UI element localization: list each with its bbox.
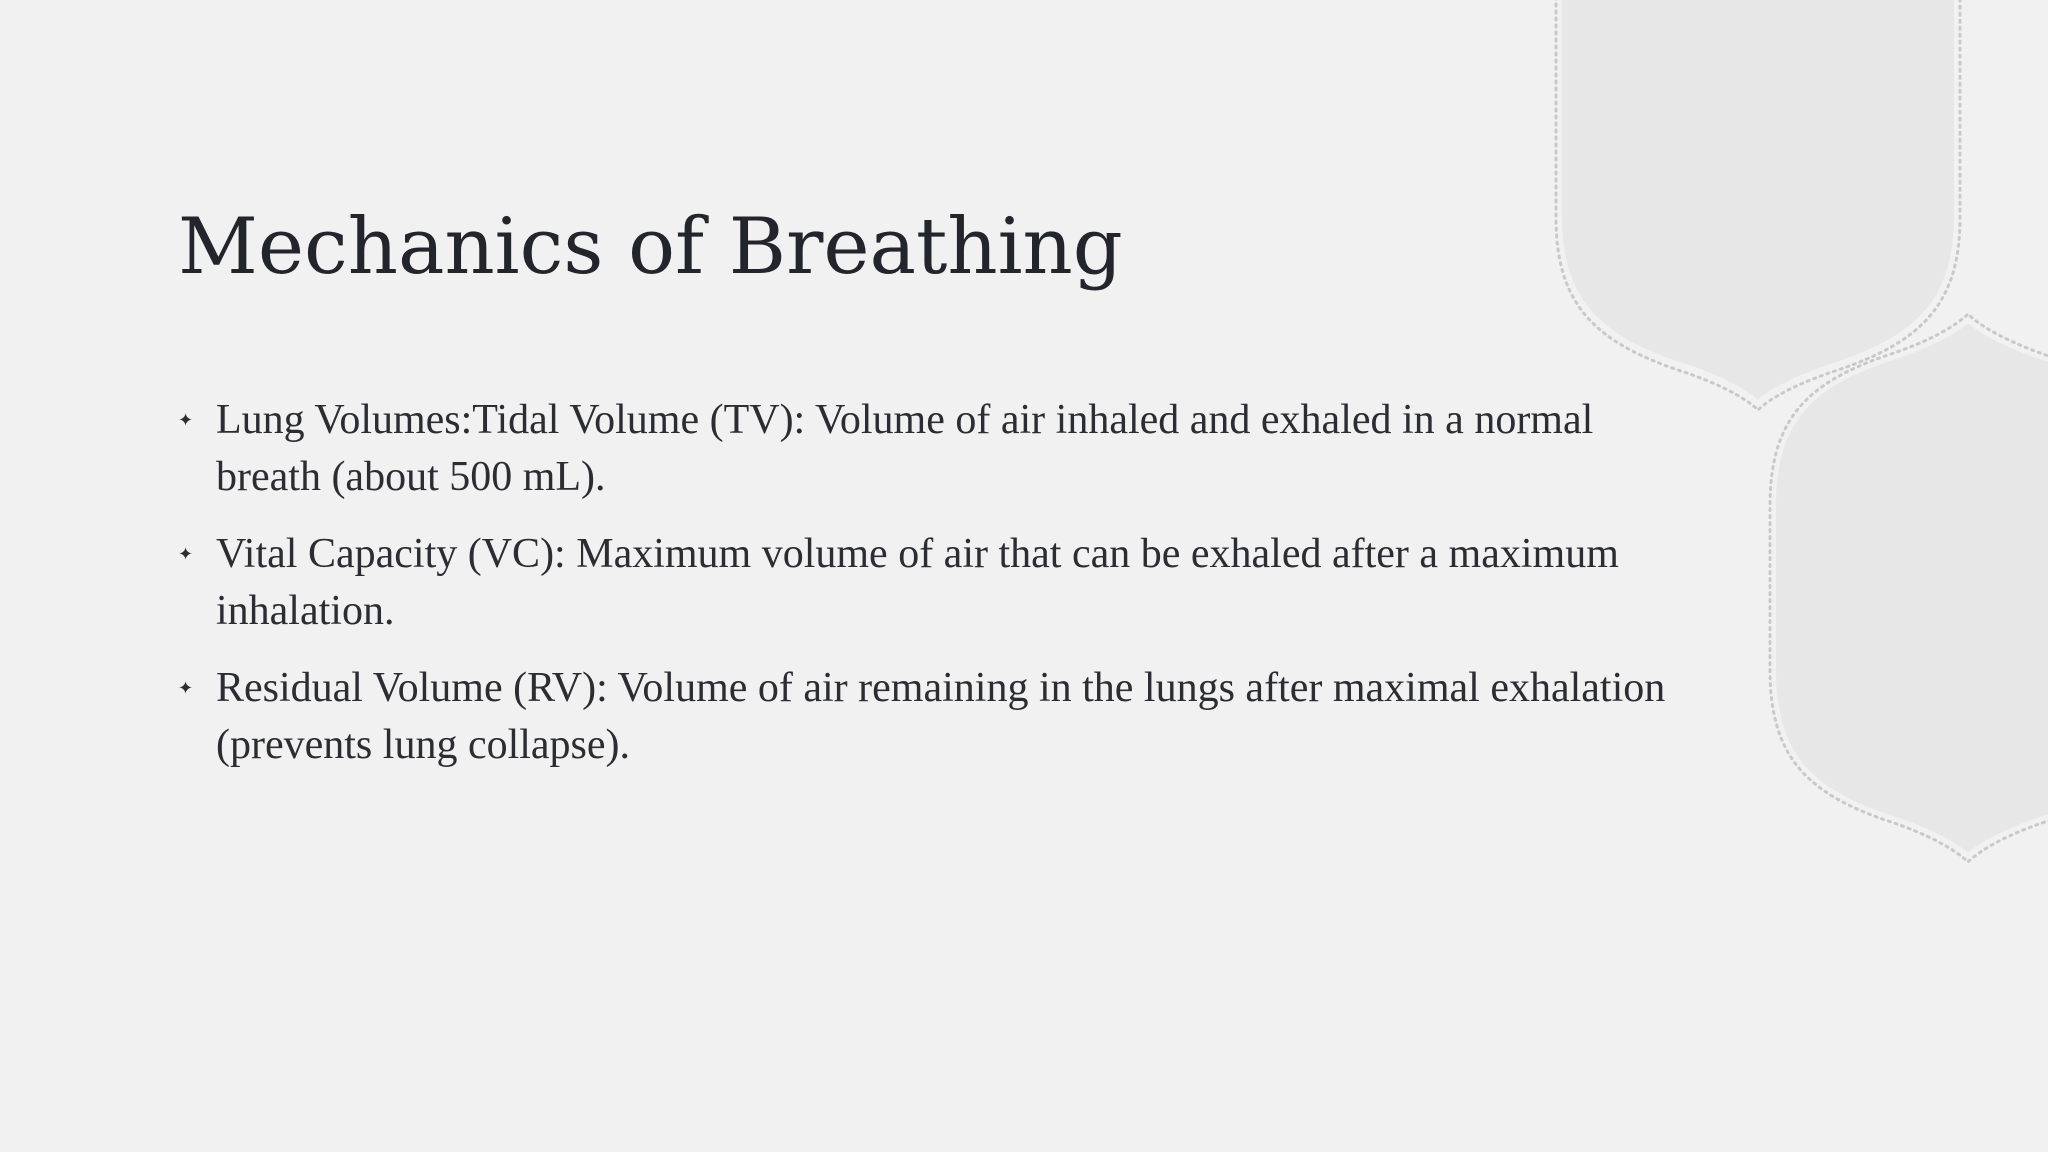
bullet-text: Vital Capacity (VC): Maximum volume of air that can be exhaled after a maximum inhalation. bbox=[216, 531, 1619, 634]
decor-shape-top bbox=[1562, 0, 1954, 400]
bullet-item-tidal-volume bbox=[178, 392, 1698, 506]
decor-shape-bottom bbox=[1776, 323, 2048, 853]
slide-title: Mechanics of Breathing bbox=[178, 202, 1123, 292]
bullet-star-icon: ✦ bbox=[178, 544, 194, 564]
bullet-star-icon: ✦ bbox=[178, 410, 194, 430]
bullet-text: Residual Volume (RV): Volume of air remaining in the lungs after maximal exhalation (prevents lung collapse). bbox=[216, 665, 1666, 768]
bullet-item-residual-volume bbox=[178, 660, 1698, 774]
bullet-star-icon: ✦ bbox=[178, 678, 194, 698]
bullet-text: Lung Volumes:Tidal Volume (TV): Volume of air inhaled and exhaled in a normal breath (about 500 mL). bbox=[216, 397, 1594, 500]
bullet-item-vital-capacity bbox=[178, 526, 1698, 640]
bullet-list bbox=[178, 392, 1698, 794]
